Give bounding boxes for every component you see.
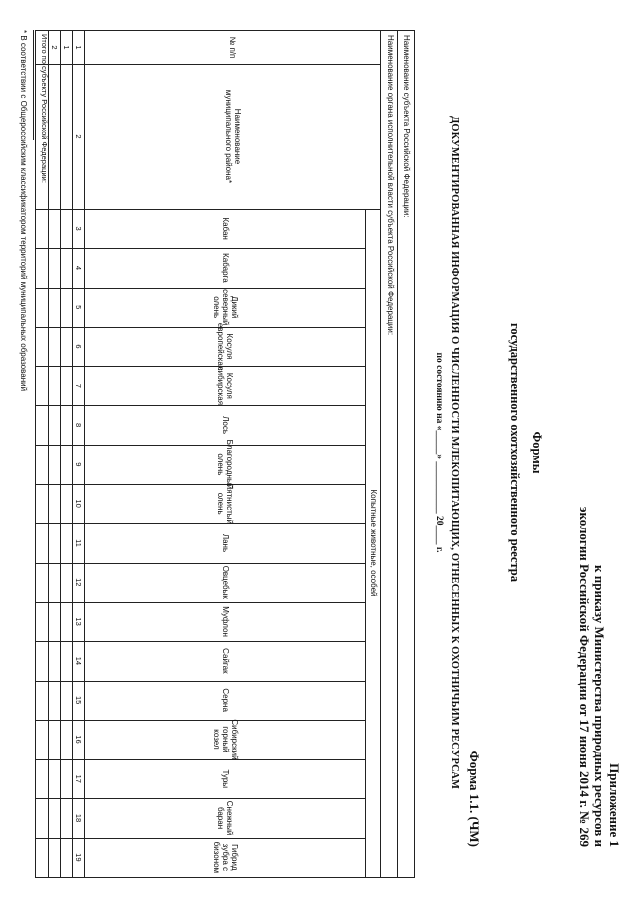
column-number: 15 [74, 695, 83, 705]
column-header-animal: Снежный баран [216, 800, 235, 836]
forms-title: Формы [530, 431, 544, 474]
column-header-animal: Серна [221, 688, 230, 712]
column-header-animal: Кабарга [221, 253, 230, 283]
column-header-animal: Гибрид зубра с бизоном [212, 841, 239, 874]
column-number: 3 [74, 226, 83, 231]
column-number: 14 [74, 656, 83, 666]
column-number: 7 [74, 383, 83, 388]
column-header-animal: Дикий северный олень [212, 289, 239, 326]
row-number: 2 [50, 45, 59, 50]
column-header-animal: Овцебык [221, 565, 230, 599]
animal-count-table [35, 30, 415, 878]
column-number: 8 [74, 423, 83, 428]
column-header-animal: Пятнистый олень [216, 483, 235, 524]
column-number: 12 [74, 578, 83, 587]
column-number: 19 [74, 853, 83, 862]
column-header-animal: Сибирский горный козел [212, 719, 239, 760]
column-header-animal: Лань [221, 533, 230, 553]
column-header-animal: Туры [221, 769, 230, 789]
column-header-animal: Косуля европейская [216, 322, 235, 371]
column-number: 6 [74, 344, 83, 349]
appendix-line-2: экологии Российской Федерации от 17 июня 2014 г. № 269 [577, 506, 592, 847]
total-row-label: Итого по субъекту Российской Федерации: [40, 34, 49, 183]
column-header-animal: Муфлон [221, 606, 230, 637]
column-number: 18 [74, 813, 83, 823]
register-title: государственного охотхозяйственного реестра [508, 323, 522, 582]
column-number: 16 [74, 735, 83, 744]
column-header-animal: Косуля сибирская [216, 366, 235, 406]
column-header-animal: Лось [221, 416, 230, 435]
column-header-number: № п/п [228, 36, 238, 59]
column-header-animal: Сайгак [221, 648, 230, 674]
appendix-title: Приложение 1 [607, 763, 622, 847]
column-number: 5 [74, 305, 83, 310]
as-of-date-line: по состоянию на «_____» ___________ 20____ г. [434, 352, 444, 553]
document-title: ДОКУМЕНТИРОВАННАЯ ИНФОРМАЦИЯ О ЧИСЛЕННОСТИ МЛЕКОПИТАЮЩИХ, ОТНЕСЕННЫХ К ОХОТНИЧЬИМ РЕСУРСАМ [449, 116, 460, 789]
footnote: * В соответствии с Общероссийским классификатором территорий муниципальных образований [19, 30, 28, 392]
column-number: 1 [74, 45, 83, 50]
authority-name-label: Наименование органа исполнительной власти субъекта Российской Федерации: [386, 35, 395, 336]
row-number: 1 [62, 45, 71, 50]
column-header-district: Наименование муниципального района* [224, 89, 242, 184]
column-number: 17 [74, 774, 83, 783]
column-header-animal: Благородный олень [216, 439, 235, 490]
column-number: 13 [74, 617, 83, 626]
subject-name-label: Наименование субъекта Российской Федерации: [402, 35, 411, 218]
group-header-ungulates: Копытные животные, особей [369, 489, 378, 597]
column-number: 10 [74, 499, 83, 508]
form-number: Форма 1.1. (ЧМ) [467, 750, 482, 847]
column-number: 2 [74, 134, 83, 139]
appendix-header [577, 507, 622, 847]
column-header-animal: Кабан [221, 217, 230, 240]
appendix-line-1: к приказу Министерства природных ресурсов и [592, 565, 607, 847]
column-number: 11 [74, 539, 83, 547]
column-number: 4 [74, 265, 83, 270]
column-number: 9 [74, 462, 83, 467]
